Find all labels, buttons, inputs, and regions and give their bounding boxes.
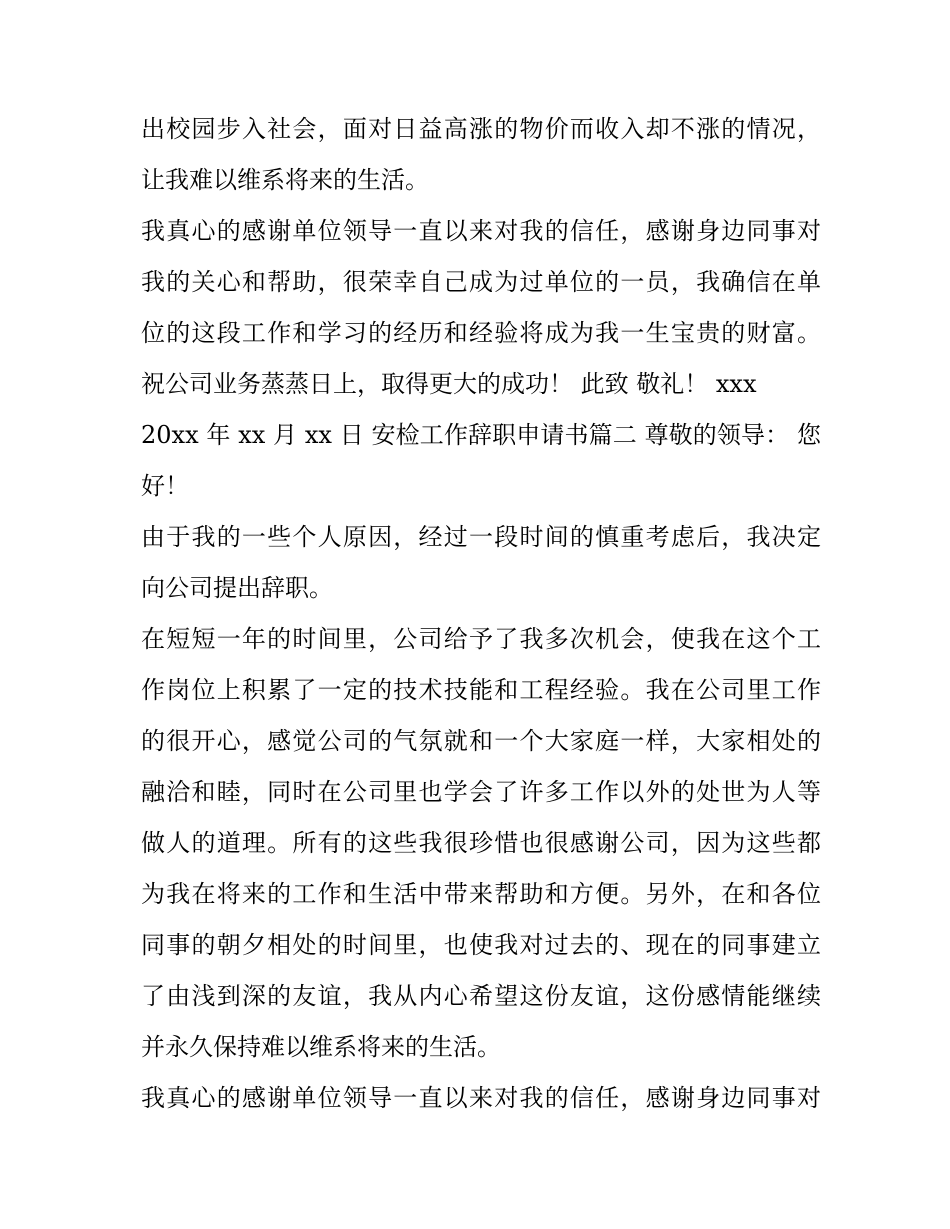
text-line: 20xx 年 xx 月 xx 日 安检工作辞职申请书篇二 尊敬的领导： 您 <box>141 421 821 449</box>
text-line: 位的这段工作和学习的经历和经验将成为我一生宝贵的财富。 <box>141 319 821 347</box>
text-line: 了由浅到深的友谊，我从内心希望这份友谊，这份感情能继续 <box>141 982 821 1010</box>
text-line: 祝公司业务蒸蒸日上，取得更大的成功！ 此致 敬礼！ xxx <box>141 370 757 398</box>
text-line: 做人的道理。所有的这些我很珍惜也很感谢公司，因为这些都 <box>141 829 821 857</box>
text-line: 我真心的感谢单位领导一直以来对我的信任，感谢身边同事对 <box>141 1084 821 1112</box>
text-line: 并永久保持难以维系将来的生活。 <box>141 1033 501 1061</box>
text-line: 让我难以维系将来的生活。 <box>141 166 429 194</box>
text-line: 在短短一年的时间里，公司给予了我多次机会，使我在这个工 <box>141 625 821 653</box>
text-line: 出校园步入社会，面对日益高涨的物价而收入却不涨的情况， <box>141 115 821 143</box>
text-line: 的很开心，感觉公司的气氛就和一个大家庭一样，大家相处的 <box>141 727 821 755</box>
text-line: 同事的朝夕相处的时间里，也使我对过去的、现在的同事建立 <box>141 931 821 959</box>
text-line: 由于我的一些个人原因，经过一段时间的慎重考虑后，我决定 <box>141 523 821 551</box>
text-line: 融洽和睦，同时在公司里也学会了许多工作以外的处世为人等 <box>141 778 821 806</box>
text-line: 我的关心和帮助，很荣幸自己成为过单位的一员，我确信在单 <box>141 268 821 296</box>
text-line: 为我在将来的工作和生活中带来帮助和方便。另外，在和各位 <box>141 880 821 908</box>
document-body <box>141 104 821 1124</box>
text-line: 好！ <box>141 472 189 500</box>
text-line: 向公司提出辞职。 <box>141 574 333 602</box>
text-line: 作岗位上积累了一定的技术技能和工程经验。我在公司里工作 <box>141 676 821 704</box>
text-line: 我真心的感谢单位领导一直以来对我的信任，感谢身边同事对 <box>141 217 821 245</box>
